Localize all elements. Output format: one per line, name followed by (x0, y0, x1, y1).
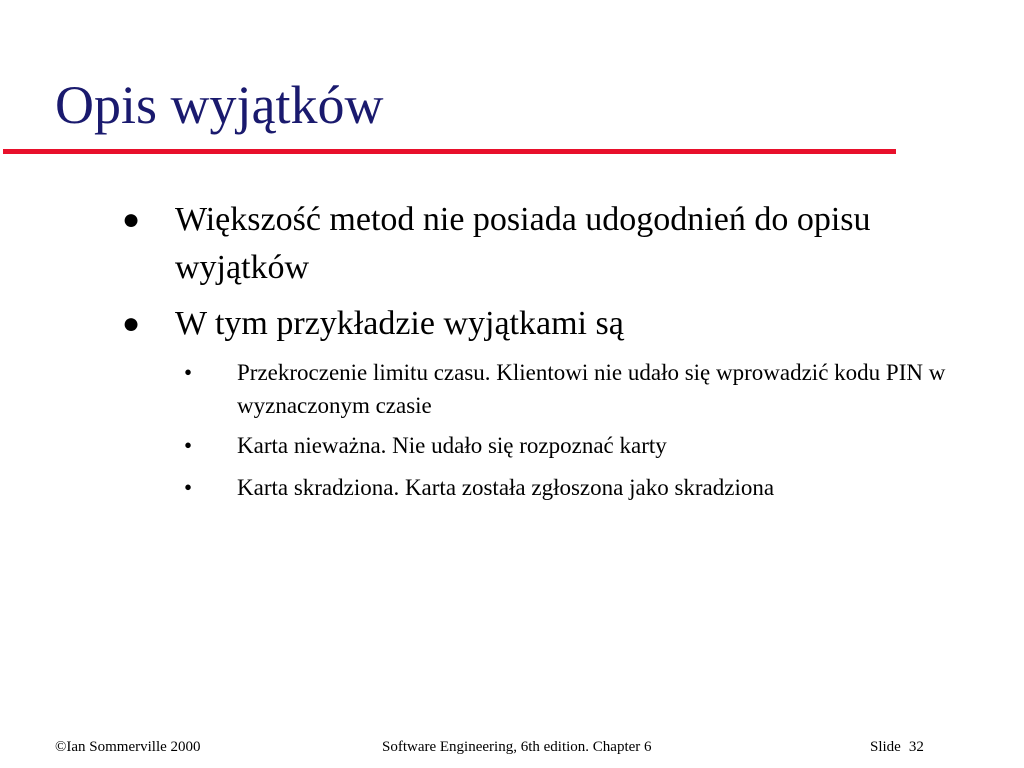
slide-number: 32 (908, 739, 924, 755)
sub-bullet-item (184, 471, 987, 504)
footer-copyright: ©Ian Sommerville 2000 (55, 739, 201, 755)
sub-bullet-item (184, 429, 987, 462)
footer-slide-number (870, 737, 924, 757)
bullet-item (122, 196, 935, 292)
title-underline (3, 149, 896, 154)
slide-label: Slide (870, 739, 901, 755)
sub-bullet-marker: • (184, 360, 193, 385)
sub-bullet-text: Karta nieważna. Nie udało się rozpoznać karty (237, 433, 667, 458)
footer-book-title: Software Engineering, 6th edition. Chapter 6 (382, 739, 652, 755)
slide-title: Opis wyjątków (55, 75, 384, 135)
bullet-text: Większość metod nie posiada udogodnień do opisu wyjątków (175, 201, 871, 286)
bullet-marker: ● (122, 203, 141, 236)
sub-bullet-text: Karta skradziona. Karta została zgłoszona jako skradziona (237, 475, 775, 500)
sub-bullet-marker: • (184, 475, 193, 500)
sub-bullet-item (184, 356, 987, 422)
bullet-marker: ● (122, 307, 141, 340)
sub-bullet-marker: • (184, 433, 193, 458)
sub-bullet-text: Przekroczenie limitu czasu. Klientowi nie udało się wprowadzić kodu PIN w wyznaczonym czasie (237, 360, 946, 418)
bullet-item (122, 300, 935, 348)
bullet-text: W tym przykładzie wyjątkami są (175, 305, 624, 342)
